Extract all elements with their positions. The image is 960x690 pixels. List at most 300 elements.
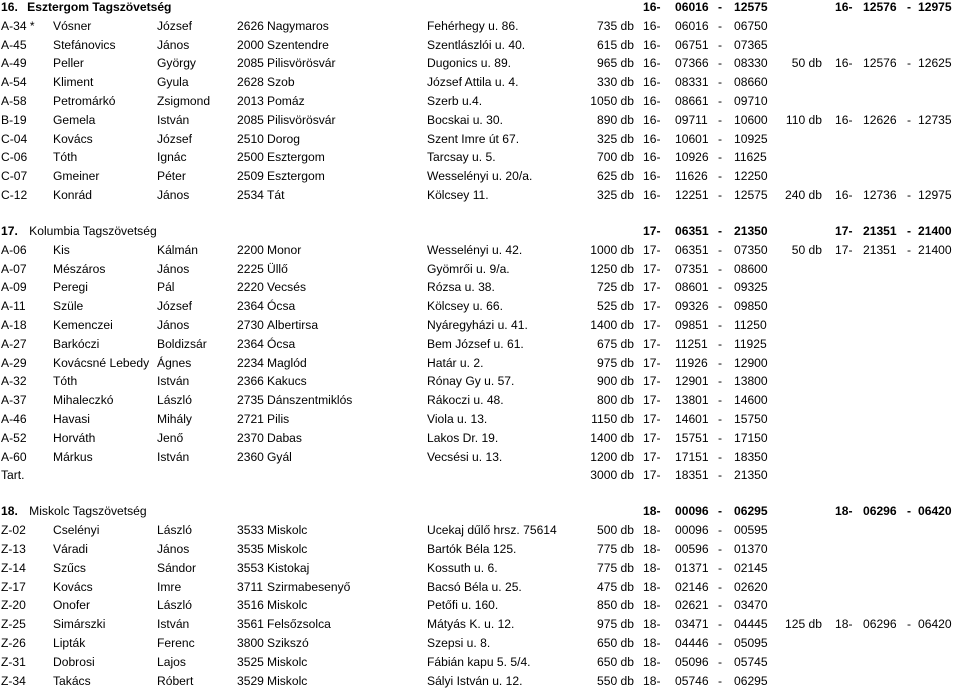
city: Vecsés	[267, 280, 306, 295]
member-code: A-32	[1, 374, 27, 389]
extra-prefix: 16-	[835, 112, 853, 127]
first-name: József	[157, 131, 192, 146]
extra-dash: -	[907, 242, 912, 257]
range-end: 12575	[734, 0, 768, 14]
serial-dash: -	[718, 636, 723, 650]
serial-start: 12901	[675, 374, 709, 389]
address: Kölcsey u. 66.	[427, 299, 503, 314]
extra-end: 12625	[918, 56, 952, 71]
quantity: 965 db	[597, 56, 634, 71]
last-name: Tóth	[53, 150, 78, 165]
table-row	[0, 54, 960, 72]
last-name: Mihaleczkó	[53, 393, 114, 408]
serial-dash: -	[718, 393, 723, 408]
quantity: 625 db	[597, 169, 634, 184]
serial-dash: -	[718, 617, 723, 632]
serial-prefix: 16-	[643, 169, 661, 184]
member-code: Z-25	[1, 617, 26, 632]
last-name: Márkus	[53, 449, 93, 464]
serial-prefix: 18-	[643, 542, 661, 556]
last-name: Kovács	[53, 131, 93, 146]
serial-end: 09850	[734, 299, 768, 314]
address: Lakos Dr. 19.	[427, 430, 499, 445]
first-name: Ágnes	[157, 355, 192, 370]
serial-end: 21350	[734, 468, 768, 483]
quantity: 700 db	[597, 150, 634, 165]
postal-code: 2366	[237, 374, 264, 389]
serial-end: 09710	[734, 94, 768, 108]
section-header	[0, 502, 960, 520]
serial-start: 11626	[675, 169, 708, 184]
serial-end: 18350	[734, 449, 768, 464]
table-row	[0, 17, 960, 35]
serial-end: 11625	[734, 150, 767, 165]
city: Miskolc	[267, 673, 308, 688]
table-row	[0, 278, 960, 296]
table-row	[0, 540, 960, 558]
extra-start: 21351	[863, 242, 897, 257]
serial-dash: -	[718, 449, 723, 464]
quantity: 650 db	[597, 654, 634, 669]
quantity: 650 db	[597, 636, 634, 650]
serial-prefix: 18-	[643, 654, 661, 669]
serial-dash: -	[718, 523, 723, 538]
serial-start: 10601	[675, 131, 709, 146]
serial-end: 14600	[734, 393, 768, 408]
first-name: Boldizsár	[157, 336, 207, 351]
address: Rózsa u. 38.	[427, 280, 495, 295]
member-code: A-45	[1, 37, 27, 52]
extra-quantity: 50 db	[791, 56, 822, 71]
postal-code: 2200	[237, 242, 264, 257]
member-code: A-46	[1, 412, 27, 426]
table-row	[0, 672, 960, 690]
postal-code: 2534	[237, 188, 264, 202]
quantity: 500 db	[597, 523, 634, 538]
range2-prefix: 17-	[835, 224, 853, 238]
quantity: 800 db	[597, 393, 634, 408]
serial-start: 15751	[675, 430, 709, 445]
member-code: A-37	[1, 393, 27, 408]
first-name: László	[157, 393, 192, 408]
table-row	[0, 130, 960, 148]
first-name: László	[157, 598, 192, 613]
member-code: Z-02	[1, 523, 26, 538]
first-name: István	[157, 374, 190, 389]
address: Bartók Béla 125.	[427, 542, 517, 556]
postal-code: 2364	[237, 336, 264, 351]
quantity: 975 db	[597, 617, 634, 632]
first-name: János	[157, 542, 190, 556]
city: Ócsa	[267, 299, 296, 314]
serial-start: 05746	[675, 673, 709, 688]
postal-code: 2225	[237, 261, 264, 276]
serial-prefix: 16-	[643, 131, 661, 146]
quantity: 725 db	[597, 280, 634, 295]
member-code: Z-34	[1, 673, 26, 688]
section-header	[0, 0, 960, 16]
postal-code: 2234	[237, 355, 264, 370]
quantity: 1400 db	[590, 430, 634, 445]
serial-prefix: 16-	[643, 112, 661, 127]
address: Szent Imre út 67.	[427, 131, 520, 146]
member-code: A-60	[1, 449, 27, 464]
serial-end: 03470	[734, 598, 768, 613]
serial-end: 11925	[734, 336, 767, 351]
city: Pilisvörösvár	[267, 56, 336, 71]
serial-prefix: 18-	[643, 636, 661, 650]
address: Mátyás K. u. 12.	[427, 617, 515, 632]
last-name: Tóth	[53, 374, 78, 389]
first-name: József	[157, 18, 192, 33]
postal-code: 3800	[237, 636, 264, 650]
serial-start: 13801	[675, 393, 709, 408]
last-name: Stefánovics	[53, 37, 116, 52]
table-row	[0, 354, 960, 372]
city: Kakucs	[267, 374, 307, 389]
city: Ócsa	[267, 336, 296, 351]
serial-prefix: 17-	[643, 430, 661, 445]
postal-code: 3711	[237, 579, 264, 594]
postal-code: 2360	[237, 449, 264, 464]
city: Szikszó	[267, 636, 309, 650]
serial-prefix: 17-	[643, 242, 661, 257]
serial-start: 18351	[675, 468, 709, 483]
serial-end: 01370	[734, 542, 768, 556]
last-name: Szüle	[53, 299, 84, 314]
address: Vecsési u. 13.	[427, 449, 503, 464]
serial-dash: -	[718, 75, 723, 90]
quantity: 330 db	[597, 75, 634, 90]
range-prefix: 16-	[643, 0, 661, 14]
extra-prefix: 17-	[835, 242, 853, 257]
city: Nagymaros	[267, 18, 329, 33]
serial-dash: -	[718, 188, 723, 202]
city: Pilis	[267, 412, 290, 426]
first-name: Zsigmond	[157, 94, 211, 108]
serial-prefix: 17-	[643, 374, 661, 389]
first-name: Lajos	[157, 654, 186, 669]
serial-dash: -	[718, 18, 723, 33]
serial-start: 03471	[675, 617, 709, 632]
serial-end: 00595	[734, 523, 768, 538]
address: Sályi István u. 12.	[427, 673, 523, 688]
postal-code: 3535	[237, 542, 264, 556]
city: Gyál	[267, 449, 292, 464]
extra-quantity: 240 db	[785, 188, 822, 202]
range2-dash: -	[907, 0, 912, 14]
serial-end: 06295	[734, 673, 768, 688]
serial-prefix: 18-	[643, 617, 661, 632]
quantity: 900 db	[597, 374, 634, 389]
section-header	[0, 222, 960, 240]
city: Maglód	[267, 355, 307, 370]
first-name: Kálmán	[157, 242, 199, 257]
postal-code: 2370	[237, 430, 264, 445]
table-row	[0, 316, 960, 334]
member-code: A-58	[1, 94, 27, 108]
address: Rónay Gy u. 57.	[427, 374, 515, 389]
member-code: C-04	[1, 131, 28, 146]
range2-start: 12576	[863, 0, 897, 14]
last-name: Peregi	[53, 280, 88, 295]
range2-dash: -	[907, 504, 912, 519]
first-name: Imre	[157, 579, 182, 594]
member-code: Z-14	[1, 560, 26, 575]
range-start: 06351	[675, 224, 709, 238]
address: Szerb u.4.	[427, 94, 483, 108]
serial-start: 17151	[675, 449, 709, 464]
city: Esztergom	[267, 169, 325, 184]
city: Albertirsa	[267, 318, 319, 332]
city: Szirmabesenyő	[267, 579, 351, 594]
quantity: 550 db	[597, 673, 634, 688]
serial-start: 00596	[675, 542, 709, 556]
serial-start: 00096	[675, 523, 709, 538]
serial-end: 05095	[734, 636, 768, 650]
quantity: 525 db	[597, 299, 634, 314]
postal-code: 2220	[237, 280, 264, 295]
table-row	[0, 559, 960, 577]
postal-code: 2510	[237, 131, 264, 146]
serial-start: 09711	[675, 112, 708, 127]
last-name: Kemenczei	[53, 318, 113, 332]
quantity: 1050 db	[590, 94, 634, 108]
address: Határ u. 2.	[427, 355, 484, 370]
city: Kistokaj	[267, 560, 310, 575]
serial-dash: -	[718, 131, 723, 146]
extra-prefix: 16-	[835, 56, 853, 71]
serial-prefix: 17-	[643, 468, 661, 483]
postal-code: 3553	[237, 560, 264, 575]
address: Viola u. 13.	[427, 412, 488, 426]
table-row	[0, 111, 960, 129]
first-name: Sándor	[157, 560, 196, 575]
address: Dugonics u. 89.	[427, 56, 512, 71]
first-name: László	[157, 523, 192, 538]
table-row	[0, 634, 960, 652]
postal-code: 2730	[237, 318, 264, 332]
member-code: A-07	[1, 261, 27, 276]
range-end: 06295	[734, 504, 768, 519]
address: Szentlászlói u. 40.	[427, 37, 526, 52]
quantity: 775 db	[597, 560, 634, 575]
city: Miskolc	[267, 598, 308, 613]
serial-dash: -	[718, 112, 723, 127]
address: Kossuth u. 6.	[427, 560, 498, 575]
last-name: Barkóczi	[53, 336, 100, 351]
city: Felsőzsolca	[267, 617, 331, 632]
first-name: Péter	[157, 169, 186, 184]
serial-dash: -	[718, 468, 723, 483]
serial-start: 08661	[675, 94, 709, 108]
extra-end: 21400	[918, 242, 952, 257]
table-row	[0, 578, 960, 596]
table-row	[0, 521, 960, 539]
quantity: 1200 db	[590, 449, 634, 464]
address: Szepsi u. 8.	[427, 636, 491, 650]
serial-prefix: 18-	[643, 673, 661, 688]
first-name: János	[157, 188, 190, 202]
extra-quantity: 50 db	[791, 242, 822, 257]
address: Petőfi u. 160.	[427, 598, 499, 613]
member-code: A-09	[1, 280, 27, 295]
serial-end: 07365	[734, 37, 768, 52]
range-dash: -	[718, 504, 723, 519]
address: Bacsó Béla u. 25.	[427, 579, 522, 594]
member-code: A-11	[1, 299, 26, 314]
serial-prefix: 17-	[643, 412, 661, 426]
address: Gyömrői u. 9/a.	[427, 261, 510, 276]
postal-code: 2721	[237, 412, 264, 426]
address: Wesselényi u. 20/a.	[427, 169, 533, 184]
city: Miskolc	[267, 654, 308, 669]
member-code: Z-20	[1, 598, 26, 613]
table-row	[0, 186, 960, 204]
address: Nyáregyházi u. 41.	[427, 318, 528, 332]
serial-prefix: 17-	[643, 280, 661, 295]
last-name: Vósner	[53, 18, 92, 33]
postal-code: 2735	[237, 393, 264, 408]
member-code: B-19	[1, 112, 27, 127]
serial-end: 09325	[734, 280, 768, 295]
member-code: A-34 *	[1, 18, 35, 33]
section-title: 16. Esztergom Tagszövetség	[1, 0, 172, 14]
member-code: A-27	[1, 336, 27, 351]
address: Bem József u. 61.	[427, 336, 524, 351]
last-name: Peller	[53, 56, 84, 71]
section-title: 18. Miskolc Tagszövetség	[1, 504, 147, 519]
serial-start: 14601	[675, 412, 709, 426]
serial-end: 05745	[734, 654, 768, 669]
first-name: József	[157, 299, 192, 314]
quantity: 675 db	[597, 336, 634, 351]
range-prefix: 17-	[643, 224, 661, 238]
first-name: Ferenc	[157, 636, 195, 650]
quantity: 775 db	[597, 542, 634, 556]
quantity: 615 db	[597, 37, 634, 52]
serial-prefix: 18-	[643, 598, 661, 613]
table-row	[0, 615, 960, 633]
table-row	[0, 335, 960, 353]
serial-prefix: 18-	[643, 579, 661, 594]
city: Pomáz	[267, 94, 305, 108]
member-code: A-06	[1, 242, 27, 257]
table-row	[0, 167, 960, 185]
serial-start: 08331	[675, 75, 709, 90]
serial-end: 13800	[734, 374, 768, 389]
address: Kölcsey 11.	[427, 188, 489, 202]
last-name: Horváth	[53, 430, 96, 445]
postal-code: 2628	[237, 75, 264, 90]
extra-end: 12735	[918, 112, 952, 127]
serial-dash: -	[718, 654, 723, 669]
postal-code: 3529	[237, 673, 264, 688]
serial-prefix: 17-	[643, 299, 661, 314]
serial-prefix: 18-	[643, 560, 661, 575]
serial-end: 10925	[734, 131, 768, 146]
city: Szentendre	[267, 37, 329, 52]
range2-start: 06296	[863, 504, 897, 519]
city: Tát	[267, 188, 285, 202]
serial-end: 15750	[734, 412, 768, 426]
serial-start: 06751	[675, 37, 709, 52]
table-row	[0, 391, 960, 409]
postal-code: 2626	[237, 18, 264, 33]
postal-code: 3561	[237, 617, 264, 632]
serial-start: 09851	[675, 318, 709, 332]
last-name: Takács	[53, 673, 91, 688]
extra-dash: -	[907, 112, 912, 127]
extra-dash: -	[907, 188, 912, 202]
serial-start: 06016	[675, 18, 709, 33]
first-name: István	[157, 449, 190, 464]
last-name: Gmeiner	[53, 169, 100, 184]
serial-dash: -	[718, 299, 723, 314]
city: Pilisvörösvár	[267, 112, 336, 127]
range-prefix: 18-	[643, 504, 661, 519]
address: Fábián kapu 5. 5/4.	[427, 654, 531, 669]
serial-end: 17150	[734, 430, 768, 445]
serial-end: 04445	[734, 617, 768, 632]
first-name: Mihály	[157, 412, 192, 426]
member-code: Z-13	[1, 542, 26, 556]
serial-prefix: 16-	[643, 150, 661, 165]
postal-code: 3533	[237, 523, 264, 538]
address: József Attila u. 4.	[427, 75, 519, 90]
serial-end: 10600	[734, 112, 768, 127]
table-row	[0, 92, 960, 110]
serial-dash: -	[718, 430, 723, 445]
extra-dash: -	[907, 56, 912, 71]
extra-end: 06420	[918, 617, 952, 632]
serial-prefix: 16-	[643, 94, 661, 108]
first-name: István	[157, 112, 190, 127]
serial-dash: -	[718, 318, 723, 332]
serial-prefix: 17-	[643, 261, 661, 276]
serial-dash: -	[718, 412, 723, 426]
last-name: Cselényi	[53, 523, 100, 538]
postal-code: 2013	[237, 94, 264, 108]
last-name: Dobrosi	[53, 654, 95, 669]
extra-start: 12736	[863, 188, 897, 202]
serial-start: 11926	[675, 355, 708, 370]
member-code: A-29	[1, 355, 27, 370]
table-row	[0, 448, 960, 466]
section-name: Esztergom Tagszövetség	[23, 0, 172, 14]
range-dash: -	[718, 224, 723, 238]
city: Esztergom	[267, 150, 325, 165]
member-code: C-12	[1, 188, 28, 202]
last-name: Mészáros	[53, 261, 106, 276]
postal-code: 2509	[237, 169, 264, 184]
city: Dabas	[267, 430, 302, 445]
address: Wesselényi u. 42.	[427, 242, 523, 257]
serial-dash: -	[718, 261, 723, 276]
address: Ucekaj dűlő hrsz. 75614	[427, 523, 557, 538]
serial-end: 08600	[734, 261, 768, 276]
serial-prefix: 17-	[643, 449, 661, 464]
range-start: 00096	[675, 504, 709, 519]
serial-end: 06750	[734, 18, 768, 33]
extra-start: 06296	[863, 617, 897, 632]
table-row	[0, 297, 960, 315]
table-row	[0, 260, 960, 278]
range-start: 06016	[675, 0, 709, 14]
city: Dánszentmiklós	[267, 393, 353, 408]
postal-code: 2500	[237, 150, 264, 165]
table-row	[0, 73, 960, 91]
